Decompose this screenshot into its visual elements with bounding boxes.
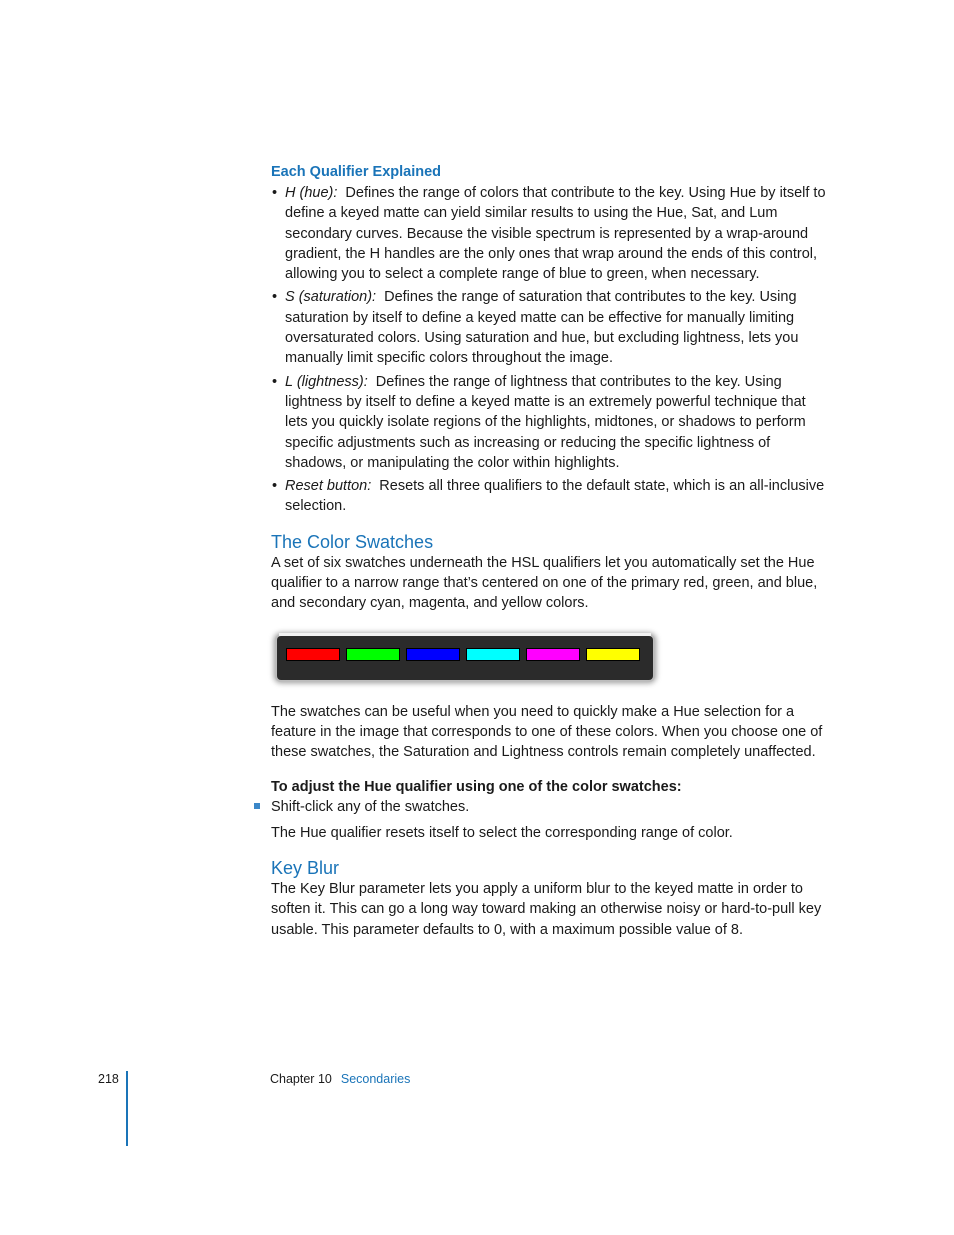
term-description: Defines the range of colors that contribute to the key. Using Hue by itself to define a keyed matte can yield similar results to using the Hue, Sat, and Lum secondary curves. Because the visible spectrum is represented by a wrap-around gradient, the H handles are the only ones that wrap around the ends of this control, allowing you to select a complete range of blue to green, when necessary. (285, 185, 826, 283)
section-heading-color-swatches: The Color Swatches (271, 531, 434, 552)
list-item-saturation (271, 287, 827, 368)
swatches-intro-paragraph: A set of six swatches underneath the HSL qualifiers let you automatically set the Hue qualifier to a narrow range that’s centered on one of the primary red, green, and blue, and secondary cyan, magenta, and yellow colors. (271, 554, 818, 612)
swatch-blue[interactable] (406, 648, 460, 661)
list-item-hue (271, 183, 827, 284)
list-item-lightness (271, 372, 827, 473)
step-item (271, 797, 827, 817)
chapter-label: Chapter 10 (270, 1072, 332, 1086)
term-label: S (saturation): (285, 289, 377, 306)
term-description: Defines the range of lightness that contributes to the key. Using lightness by itself to define a keyed matte is an extremely powerful technique that lets you quickly isolate regions of the highlights, midtones, or shadows to perform specific adjustments such as increasing or reducing the specific lightness of shadows, or manipulating the color within highlights. (285, 373, 806, 471)
swatch-bar-edge (279, 633, 651, 636)
page-content (271, 162, 827, 940)
section-heading-qualifiers: Each Qualifier Explained (271, 164, 442, 180)
bullet-dot: • (272, 478, 278, 495)
bullet-dot: • (272, 289, 278, 306)
footer-divider (126, 1071, 128, 1146)
swatch-red[interactable] (286, 648, 340, 661)
key-blur-paragraph: The Key Blur parameter lets you apply a uniform blur to the keyed matte in order to soften it. This can go a long way toward making an otherwise noisy or hard-to-pull key usable. This parameter defaults to 0, with a maximum possible value of 8. (271, 881, 822, 938)
page-number: 218 (98, 1072, 119, 1086)
term-description: Resets all three qualifiers to the default state, which is an all-inclusive selection. (285, 478, 825, 515)
step-result-paragraph: The Hue qualifier resets itself to select the corresponding range of color. (271, 824, 733, 841)
chapter-section-link[interactable]: Secondaries (340, 1072, 411, 1086)
section-heading-key-blur: Key Blur (271, 858, 340, 879)
step-text: Shift-click any of the swatches. (271, 798, 470, 815)
swatches-usage-paragraph: The swatches can be useful when you need to quickly make a Hue selection for a feature in the image that corresponds to one of these colors. When you choose one of these swatches, the Saturation and Lightness controls remain completely unaffected. (271, 703, 823, 761)
square-bullet-icon (254, 803, 260, 809)
footer-chapter-info (270, 1072, 410, 1086)
swatch-cyan[interactable] (466, 648, 520, 661)
color-swatch-bar (277, 636, 653, 680)
task-heading: To adjust the Hue qualifier using one of the color swatches: (271, 778, 682, 795)
qualifier-list (271, 183, 827, 517)
swatch-magenta[interactable] (526, 648, 580, 661)
swatch-yellow[interactable] (586, 648, 640, 661)
term-label: L (lightness): (285, 373, 368, 390)
term-description: Defines the range of saturation that contributes to the key. Using saturation by itself to define a keyed matte can be effective for manually limiting oversaturated colors. Using saturation and hue, but excluding lightness, lets you manually limit specific colors throughout the image. (285, 289, 799, 367)
term-label: H (hue): (285, 185, 338, 201)
bullet-dot: • (272, 185, 278, 201)
swatch-green[interactable] (346, 648, 400, 661)
bullet-dot: • (272, 373, 278, 390)
term-label: Reset button: (285, 478, 372, 495)
list-item-reset-button (271, 476, 827, 517)
